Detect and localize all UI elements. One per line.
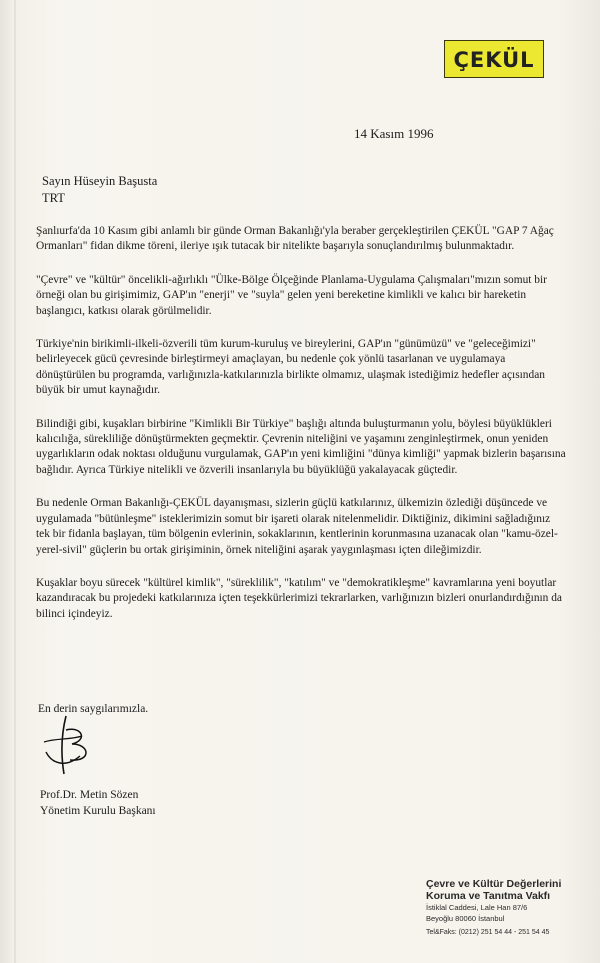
- logo-text: ÇEKÜL: [453, 47, 535, 72]
- paragraph-3: Türkiye'nin birikimli-ilkeli-özverili tüm kurum-kuruluş ve bireylerini, GAP'ın "günümüzü" ve "geleceğimizi" belirleyecek gücü çevresinde birleştirmeyi amaçlayan, bu nedenle çok yönlü tasarlanan ve uygulamaya dönüştürülen bu programda, varlığınızla-katkılarınızla birlikte olmamız, ulaşmak istediğimiz hedefler açısından büyük bir umut kaynağıdır.: [36, 338, 545, 397]
- footer-org-line1: Çevre ve Kültür Değerlerini: [426, 878, 562, 890]
- paragraph-2: "Çevre" ve "kültür" öncelikli-ağırlıklı "Ülke-Bölge Ölçeğinde Planlama-Uygulama Çalışmaları"mızın somut bir örneği olan bu girişimimiz, GAP'ın "enerji" ve "suyla" gelen yeni bereketine kimlikli ve kalıcı bir hareketin başlangıcı, katkısı olarak görülmelidir.: [36, 273, 547, 317]
- paragraph-4: Bilindiği gibi, kuşakları birbirine "Kimlikli Bir Türkiye" başlığı altında buluşturmanın yolu, böylesi büyüklükleri kalıcılığa, sürekliliğe dönüştürmekten geçmektir. Çevrenin niteliğini ve yaşamını zenginleştirmek, onun yeniden uygarlıkların odak noktası olduğunu vurgulamak, GAP'ın yeni kimliğini "dünya kimliği" yapmak bizlerin başarısına bağlıdır. Ayrıca Türkiye nitelikli ve özverili insanlarıyla bu büyüklüğü yakalayacak güçtedir.: [36, 417, 566, 476]
- letterhead-footer: [426, 878, 586, 938]
- signer-block: [40, 787, 156, 819]
- signer-name: Prof.Dr. Metin Sözen: [40, 789, 139, 801]
- signer-title: Yönetim Kurulu Başkanı: [40, 805, 156, 817]
- cekul-logo: [444, 40, 544, 78]
- letter-body: [36, 224, 566, 640]
- handwritten-signature: [36, 712, 106, 782]
- closing-line: En derin saygılarımızla.: [38, 703, 149, 715]
- paragraph-6: Kuşaklar boyu sürecek "kültürel kimlik", "süreklilik", "katılım" ve "demokratikleşme" kavramlarına yeni boyutlar kazandıracak bu projedeki katkılarınıza içten teşekkürlerimizi tekrarlarken, varlığınızın bizleri onurlandırdığının da bilinci içindeyiz.: [36, 576, 562, 620]
- footer-org-line2: Koruma ve Tanıtma Vakfı: [426, 890, 551, 902]
- paragraph-1: Şanlıurfa'da 10 Kasım gibi anlamlı bir günde Orman Bakanlığı'yla beraber gerçekleştirilen ÇEKÜL "GAP 7 Ağaç Ormanları" fidan dikme töreni, ileriye ışık tutacak bir nitelikte başarıyla sonuçlandırılmış bulunmaktadır.: [36, 225, 554, 253]
- page-fold-shadow: [14, 0, 16, 963]
- recipient-org: TRT: [42, 191, 65, 205]
- recipient-block: [42, 173, 157, 207]
- recipient-name: Sayın Hüseyin Başusta: [42, 174, 158, 188]
- letter-date: 14 Kasım 1996: [354, 126, 434, 141]
- footer-address-line1: İstiklal Caddesi, Lale Han 87/6: [426, 903, 528, 912]
- footer-telephone: Tel&Faks: (0212) 251 54 44 - 251 54 45: [426, 929, 550, 936]
- footer-address-line2: Beyoğlu 80060 İstanbul: [426, 914, 505, 923]
- paragraph-5: Bu nedenle Orman Bakanlığı-ÇEKÜL dayanışması, sizlerin güçlü katkılarınız, ülkemizin özlediği düşüncede ve uygulamada "bütünleşme" isteklerimizin somut bir işareti olarak nitelenmelidir. Diktiğiniz, dikimini sağladığınız tek bir fidanla başlayan, tüm bölgenin evlerinin, sokaklarının, kentlerinin korunmasına uzanacak olan "kamu-özel-yerel-sivil" güçlerin bu ortak girişiminin, örnek niteliğini aşarak yaygınlaşması içten dileğimizdir.: [36, 497, 558, 556]
